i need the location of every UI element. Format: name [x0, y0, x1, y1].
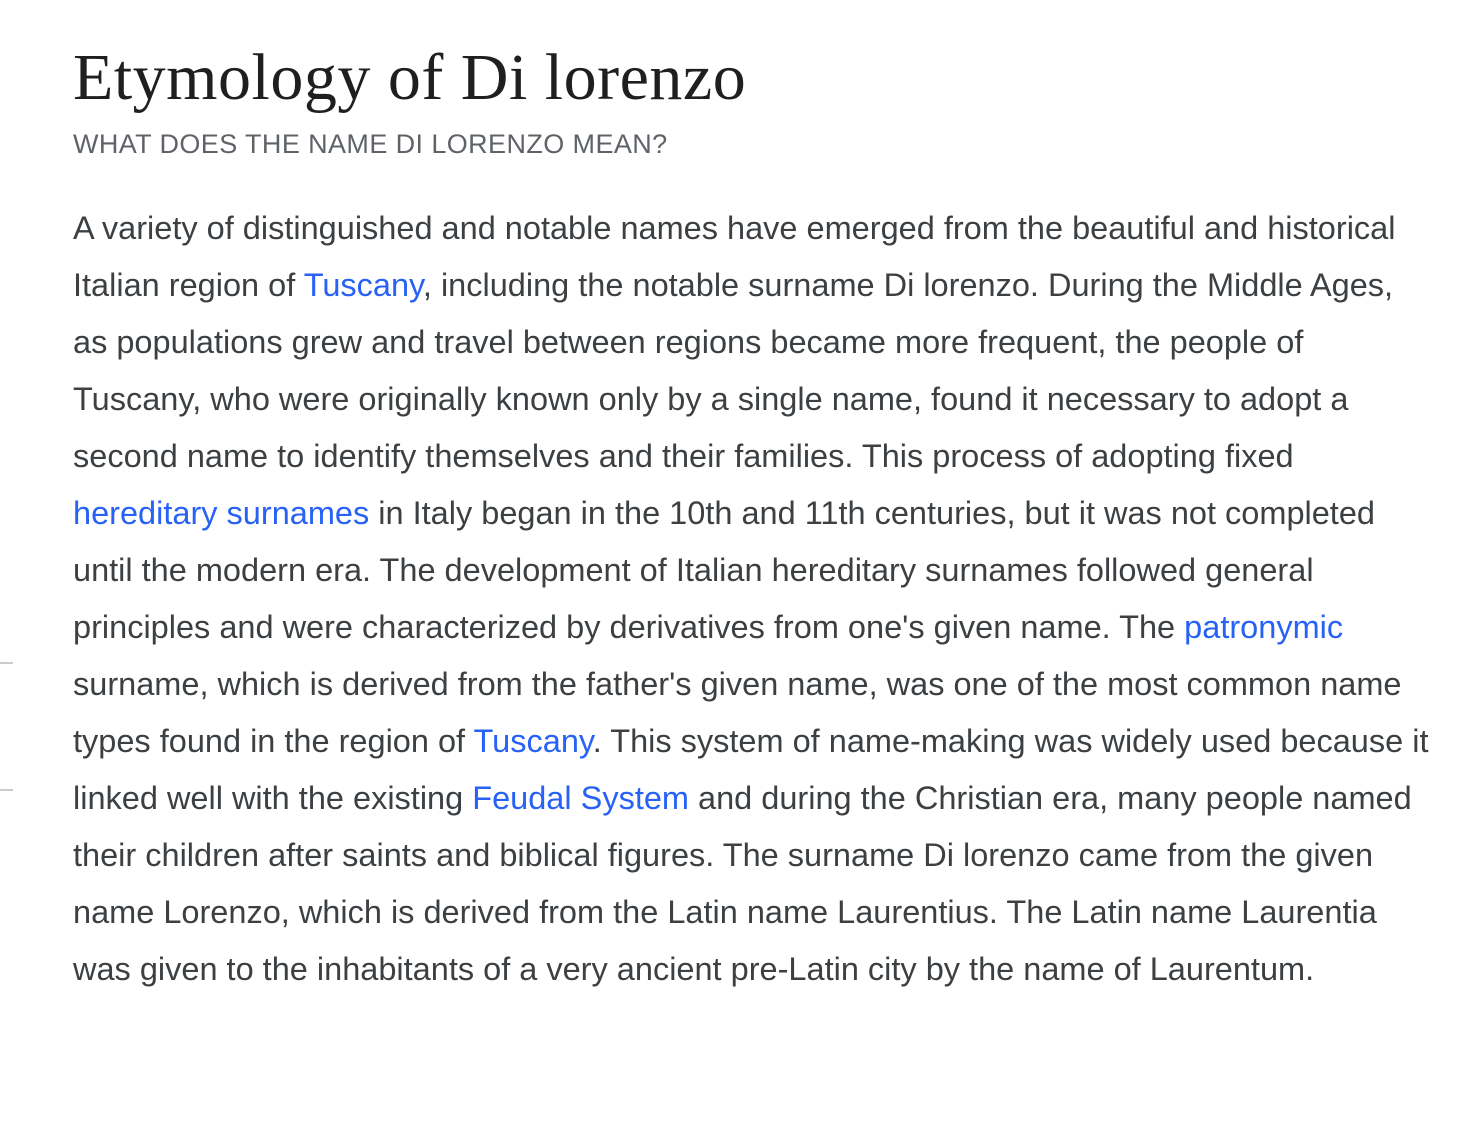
paragraph-text: , including the notable surname Di lorenzo. During the Middle Ages, as populations grew and travel between regions became more frequent, the people of Tuscany, who were originally known only by a single name, found it necessary to adopt a second name to identify themselves and their families. This process of adopting fixed — [73, 267, 1394, 475]
link-hereditary-surnames[interactable]: hereditary surnames — [73, 495, 370, 532]
page-subtitle: WHAT DOES THE NAME DI LORENZO MEAN? — [73, 129, 668, 160]
paragraph-text: . This system of name-making was widely used because it linked well with the existing — [73, 723, 1429, 817]
paragraph-text: surname, which is derived from the father's given name, was one of the most common name types found in the region of — [73, 666, 1402, 760]
page-title: Etymology of Di lorenzo — [73, 41, 747, 114]
link-tuscany-1[interactable]: Tuscany — [303, 267, 423, 304]
paragraph-text: in Italy began in the 10th and 11th centuries, but it was not completed until the modern era. The development of Italian hereditary surnames followed general principles and were characterized by derivatives from one's given name. The — [73, 495, 1375, 646]
link-feudal-system[interactable]: Feudal System — [472, 780, 689, 817]
left-edge-tick-1 — [0, 662, 13, 664]
article — [73, 36, 1436, 998]
paragraph-text: and during the Christian era, many people named their children after saints and biblical figures. The surname Di lorenzo came from the given name Lorenzo, which is derived from the Latin name Laurentius. The Latin name Laurentia was given to the inhabitants of a very ancient pre-Latin city by the name of Laurentum. — [73, 780, 1412, 988]
etymology-paragraph — [73, 200, 1436, 998]
link-tuscany-2[interactable]: Tuscany — [473, 723, 593, 760]
left-edge-tick-2 — [0, 789, 13, 791]
paragraph-text: A variety of distinguished and notable names have emerged from the beautiful and historical Italian region of — [73, 210, 1396, 304]
link-patronymic[interactable]: patronymic — [1184, 609, 1344, 646]
